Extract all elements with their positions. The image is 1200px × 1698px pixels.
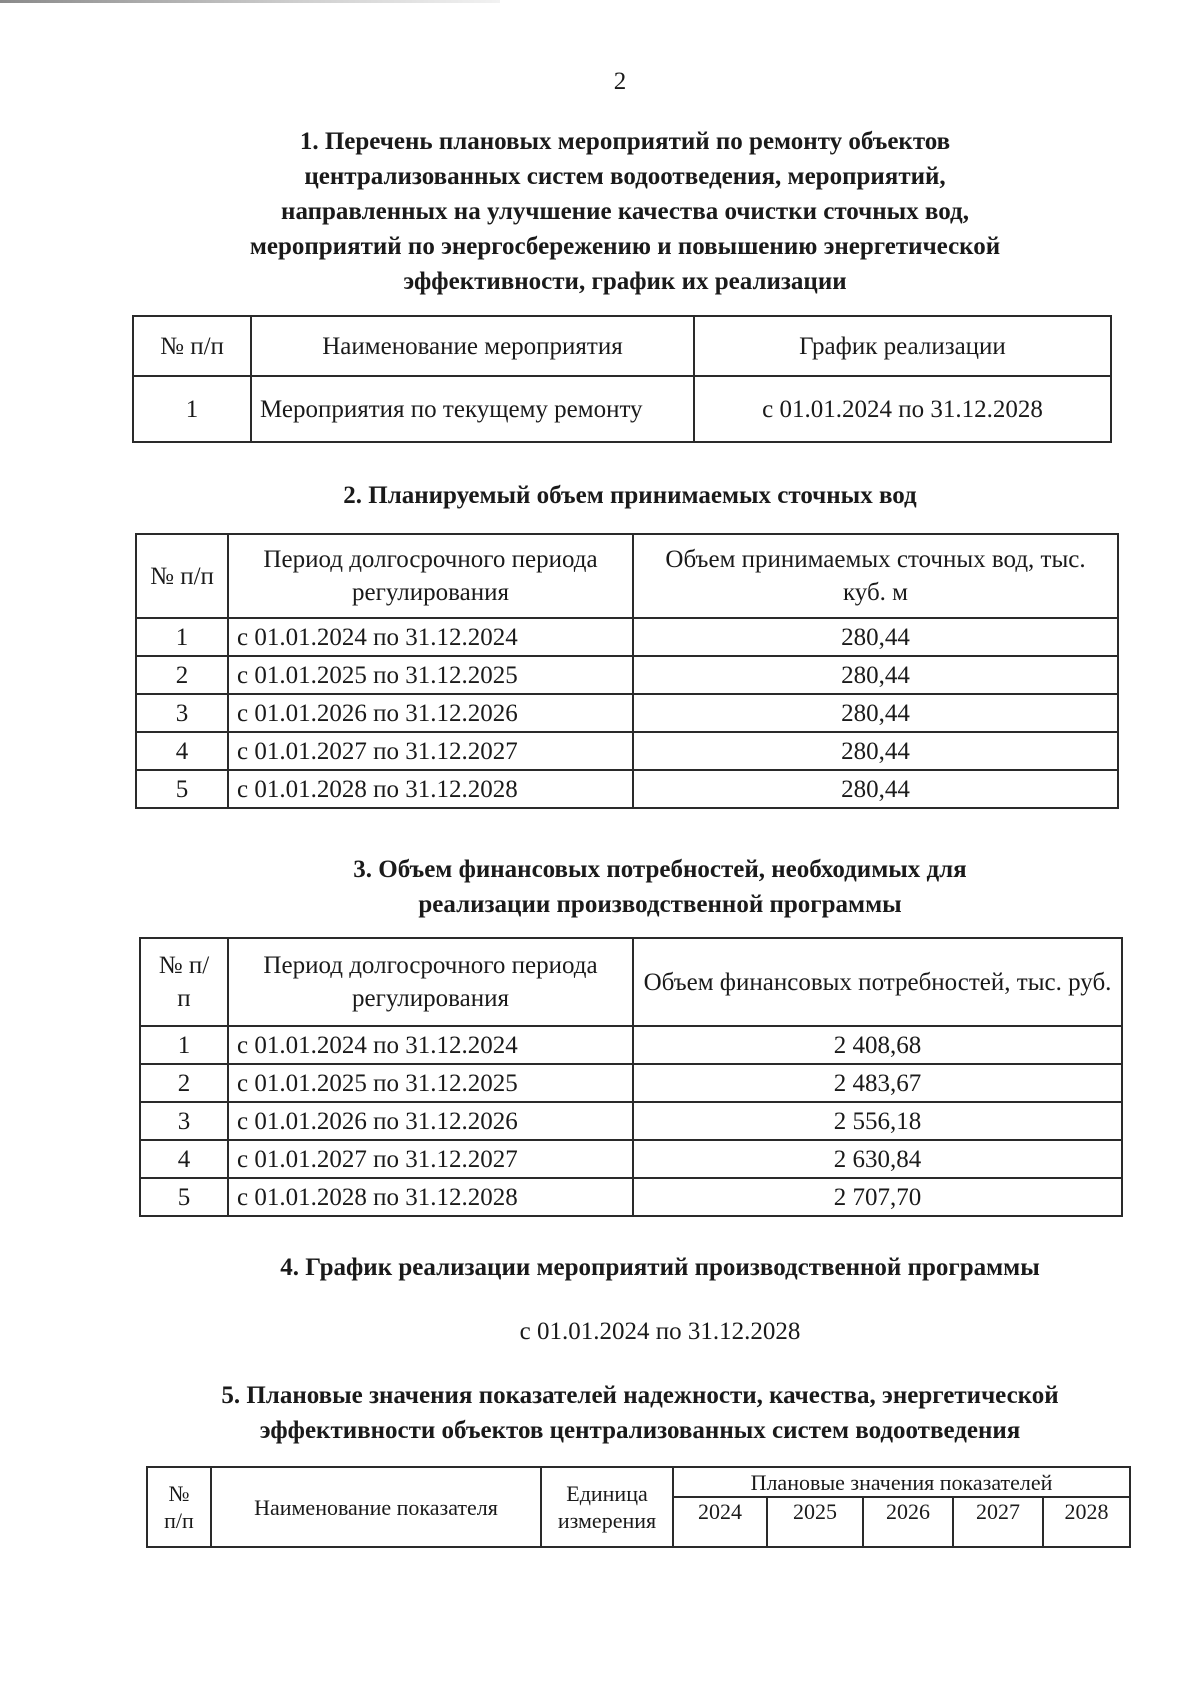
table-header-row (133, 316, 1111, 376)
row-value: 2 556,18 (633, 1102, 1122, 1140)
row-value: 2 630,84 (633, 1140, 1122, 1178)
section2-table (135, 533, 1119, 809)
header-year: 2026 (863, 1497, 953, 1547)
header-num: № п/п (140, 938, 228, 1026)
row-value: 2 483,67 (633, 1064, 1122, 1102)
table-row (133, 376, 1111, 442)
section4-period: с 01.01.2024 по 31.12.2028 (519, 1318, 801, 1345)
page-number: 2 (613, 68, 627, 95)
header-year: 2024 (673, 1497, 767, 1547)
scan-edge-artifact (0, 0, 500, 3)
row-num: 4 (140, 1140, 228, 1178)
row-period: с 01.01.2027 по 31.12.2027 (228, 1140, 633, 1178)
row-num: 2 (140, 1064, 228, 1102)
row-value: 2 707,70 (633, 1178, 1122, 1216)
table-header-row (140, 938, 1122, 1026)
section4-title: 4. График реализации мероприятий производственной программы (280, 1254, 1040, 1281)
header-num: № п/п (147, 1467, 211, 1547)
row-value: 280,44 (633, 732, 1118, 770)
table-row (136, 618, 1118, 656)
row-num: 5 (136, 770, 228, 808)
row-value: 280,44 (633, 770, 1118, 808)
table-row (136, 770, 1118, 808)
header-value: Объем финансовых потребностей, тыс. руб. (633, 938, 1122, 1026)
row-value: 2 408,68 (633, 1026, 1122, 1064)
section5-title-line: 5. Плановые значения показателей надежности, качества, энергетической (221, 1382, 1059, 1409)
section1-title-line: эффективности, график их реализации (403, 268, 847, 295)
header-period: Период долгосрочного периода регулирования (228, 534, 633, 618)
row-num: 3 (140, 1102, 228, 1140)
table-row (140, 1026, 1122, 1064)
table-row (140, 1140, 1122, 1178)
row-num: 1 (133, 376, 251, 442)
row-num: 3 (136, 694, 228, 732)
header-indicator-name: Наименование показателя (211, 1467, 541, 1547)
table-header-row (136, 534, 1118, 618)
row-period: с 01.01.2028 по 31.12.2028 (228, 1178, 633, 1216)
header-year: 2027 (953, 1497, 1043, 1547)
section1-title-line: направленных на улучшение качества очистки сточных вод, (281, 198, 969, 225)
row-num: 1 (136, 618, 228, 656)
header-num: № п/п (133, 316, 251, 376)
row-period: с 01.01.2028 по 31.12.2028 (228, 770, 633, 808)
header-year: 2025 (767, 1497, 863, 1547)
section3-title (210, 852, 1110, 922)
section1-title-line: мероприятий по энергосбережению и повышению энергетической (249, 233, 1001, 260)
section5-title-line: эффективности объектов централизованных систем водоотведения (259, 1417, 1021, 1444)
section1-table (132, 315, 1112, 443)
row-num: 2 (136, 656, 228, 694)
section1-title-line: 1. Перечень плановых мероприятий по ремонту объектов (299, 128, 951, 155)
table-row (140, 1064, 1122, 1102)
table-row (140, 1102, 1122, 1140)
section3-title-line: 3. Объем финансовых потребностей, необходимых для (353, 856, 967, 883)
section1-title-line: централизованных систем водоотведения, мероприятий, (304, 163, 946, 190)
row-period: с 01.01.2026 по 31.12.2026 (228, 1102, 633, 1140)
row-name: Мероприятия по текущему ремонту (251, 376, 694, 442)
section1-title (160, 124, 1090, 299)
row-period: с 01.01.2025 по 31.12.2025 (228, 1064, 633, 1102)
header-value: Объем принимаемых сточных вод, тыс. куб. м (633, 534, 1118, 618)
table-row (136, 732, 1118, 770)
row-num: 1 (140, 1026, 228, 1064)
section2-title: 2. Планируемый объем принимаемых сточных вод (343, 482, 917, 509)
row-period: с 01.01.2024 по 31.12.2024 (228, 1026, 633, 1064)
row-period: с 01.01.2024 по 31.12.2024 (228, 618, 633, 656)
row-period: с 01.01.2027 по 31.12.2027 (228, 732, 633, 770)
section3-title-line: реализации производственной программы (418, 891, 902, 918)
row-num: 4 (136, 732, 228, 770)
section5-table (146, 1466, 1131, 1548)
section5-title (140, 1378, 1140, 1448)
header-num: № п/п (136, 534, 228, 618)
row-value: 280,44 (633, 694, 1118, 732)
header-year: 2028 (1043, 1497, 1130, 1547)
table-header-row (147, 1467, 1130, 1497)
section3-table (139, 937, 1123, 1217)
row-value: 280,44 (633, 618, 1118, 656)
table-row (140, 1178, 1122, 1216)
header-name: Наименование мероприятия (251, 316, 694, 376)
row-value: 280,44 (633, 656, 1118, 694)
table-row (136, 694, 1118, 732)
header-unit: Единица измерения (541, 1467, 673, 1547)
row-schedule: с 01.01.2024 по 31.12.2028 (694, 376, 1111, 442)
row-period: с 01.01.2026 по 31.12.2026 (228, 694, 633, 732)
row-period: с 01.01.2025 по 31.12.2025 (228, 656, 633, 694)
row-num: 5 (140, 1178, 228, 1216)
header-planned-values: Плановые значения показателей (673, 1467, 1130, 1497)
header-schedule: График реализации (694, 316, 1111, 376)
table-row (136, 656, 1118, 694)
header-period: Период долгосрочного периода регулирования (228, 938, 633, 1026)
